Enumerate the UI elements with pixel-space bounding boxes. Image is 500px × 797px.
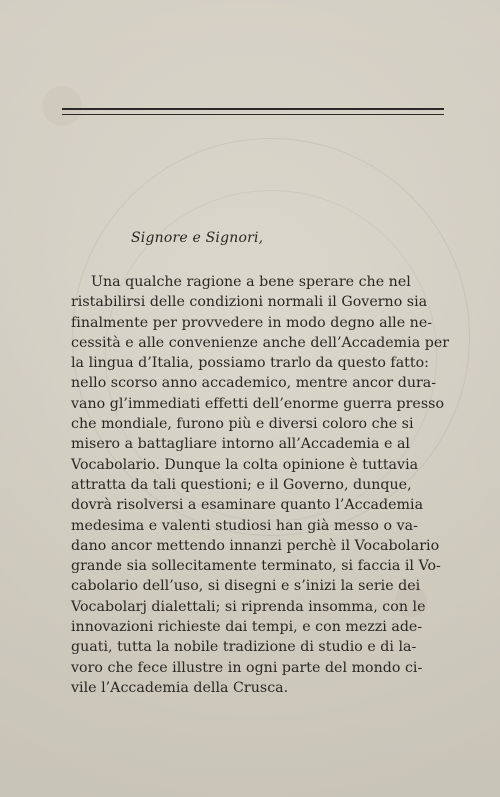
text-line: cessità e alle convenienze anche dell’Accademia per — [71, 334, 450, 351]
text-line: dovrà risolversi a esaminare quanto l’Accademia — [71, 497, 424, 514]
text-line: Vocabolarj dialettali; si riprenda insomma, con le — [71, 598, 426, 615]
text-line: voro che fece illustre in ogni parte del mondo ci- — [71, 659, 423, 676]
text-line: la lingua d’Italia, possiamo trarlo da questo fatto: — [71, 355, 429, 372]
text-line: nello scorso anno accademico, mentre ancor dura- — [71, 375, 437, 392]
text-line: dano ancor mettendo innanzi perchè il Vocabolario — [71, 537, 440, 554]
text-line: misero a battagliare intorno all’Accademia e al — [71, 436, 410, 453]
text-line: Vocabolario. Dunque la colta opinione è tuttavia — [71, 456, 419, 473]
paper-stain — [42, 86, 82, 126]
text-line: che mondiale, furono più e diversi coloro che si — [71, 416, 414, 433]
text-line: cabolario dell’uso, si disegni e s’inizi la serie dei — [71, 578, 421, 595]
text-line: attratta da tali questioni; e il Governo, dunque, — [71, 476, 412, 493]
text-line: innovazioni richieste dai tempi, e con mezzi ade- — [71, 619, 423, 636]
text-line: ristabilirsi delle condizioni normali il Governo sia — [71, 294, 428, 311]
header-rule-thin — [62, 114, 444, 115]
header-rule-thick — [62, 108, 444, 110]
salutation: Signore e Signori, — [131, 230, 264, 246]
text-line: medesima e valenti studiosi han già messo o va- — [71, 517, 418, 534]
text-line: Una qualche ragione a bene sperare che nel — [91, 274, 411, 290]
text-line: vile l’Accademia della Crusca. — [71, 679, 289, 696]
text-line: guati, tutta la nobile tradizione di studio e di la- — [71, 639, 417, 656]
text-line: grande sia sollecitamente terminato, si faccia il Vo- — [71, 558, 441, 575]
text-line: finalmente per provvedere in modo degno alle ne- — [71, 314, 433, 331]
body-paragraph — [71, 272, 450, 698]
text-line: vano gl’immediati effetti dell’enorme guerra presso — [71, 395, 445, 412]
